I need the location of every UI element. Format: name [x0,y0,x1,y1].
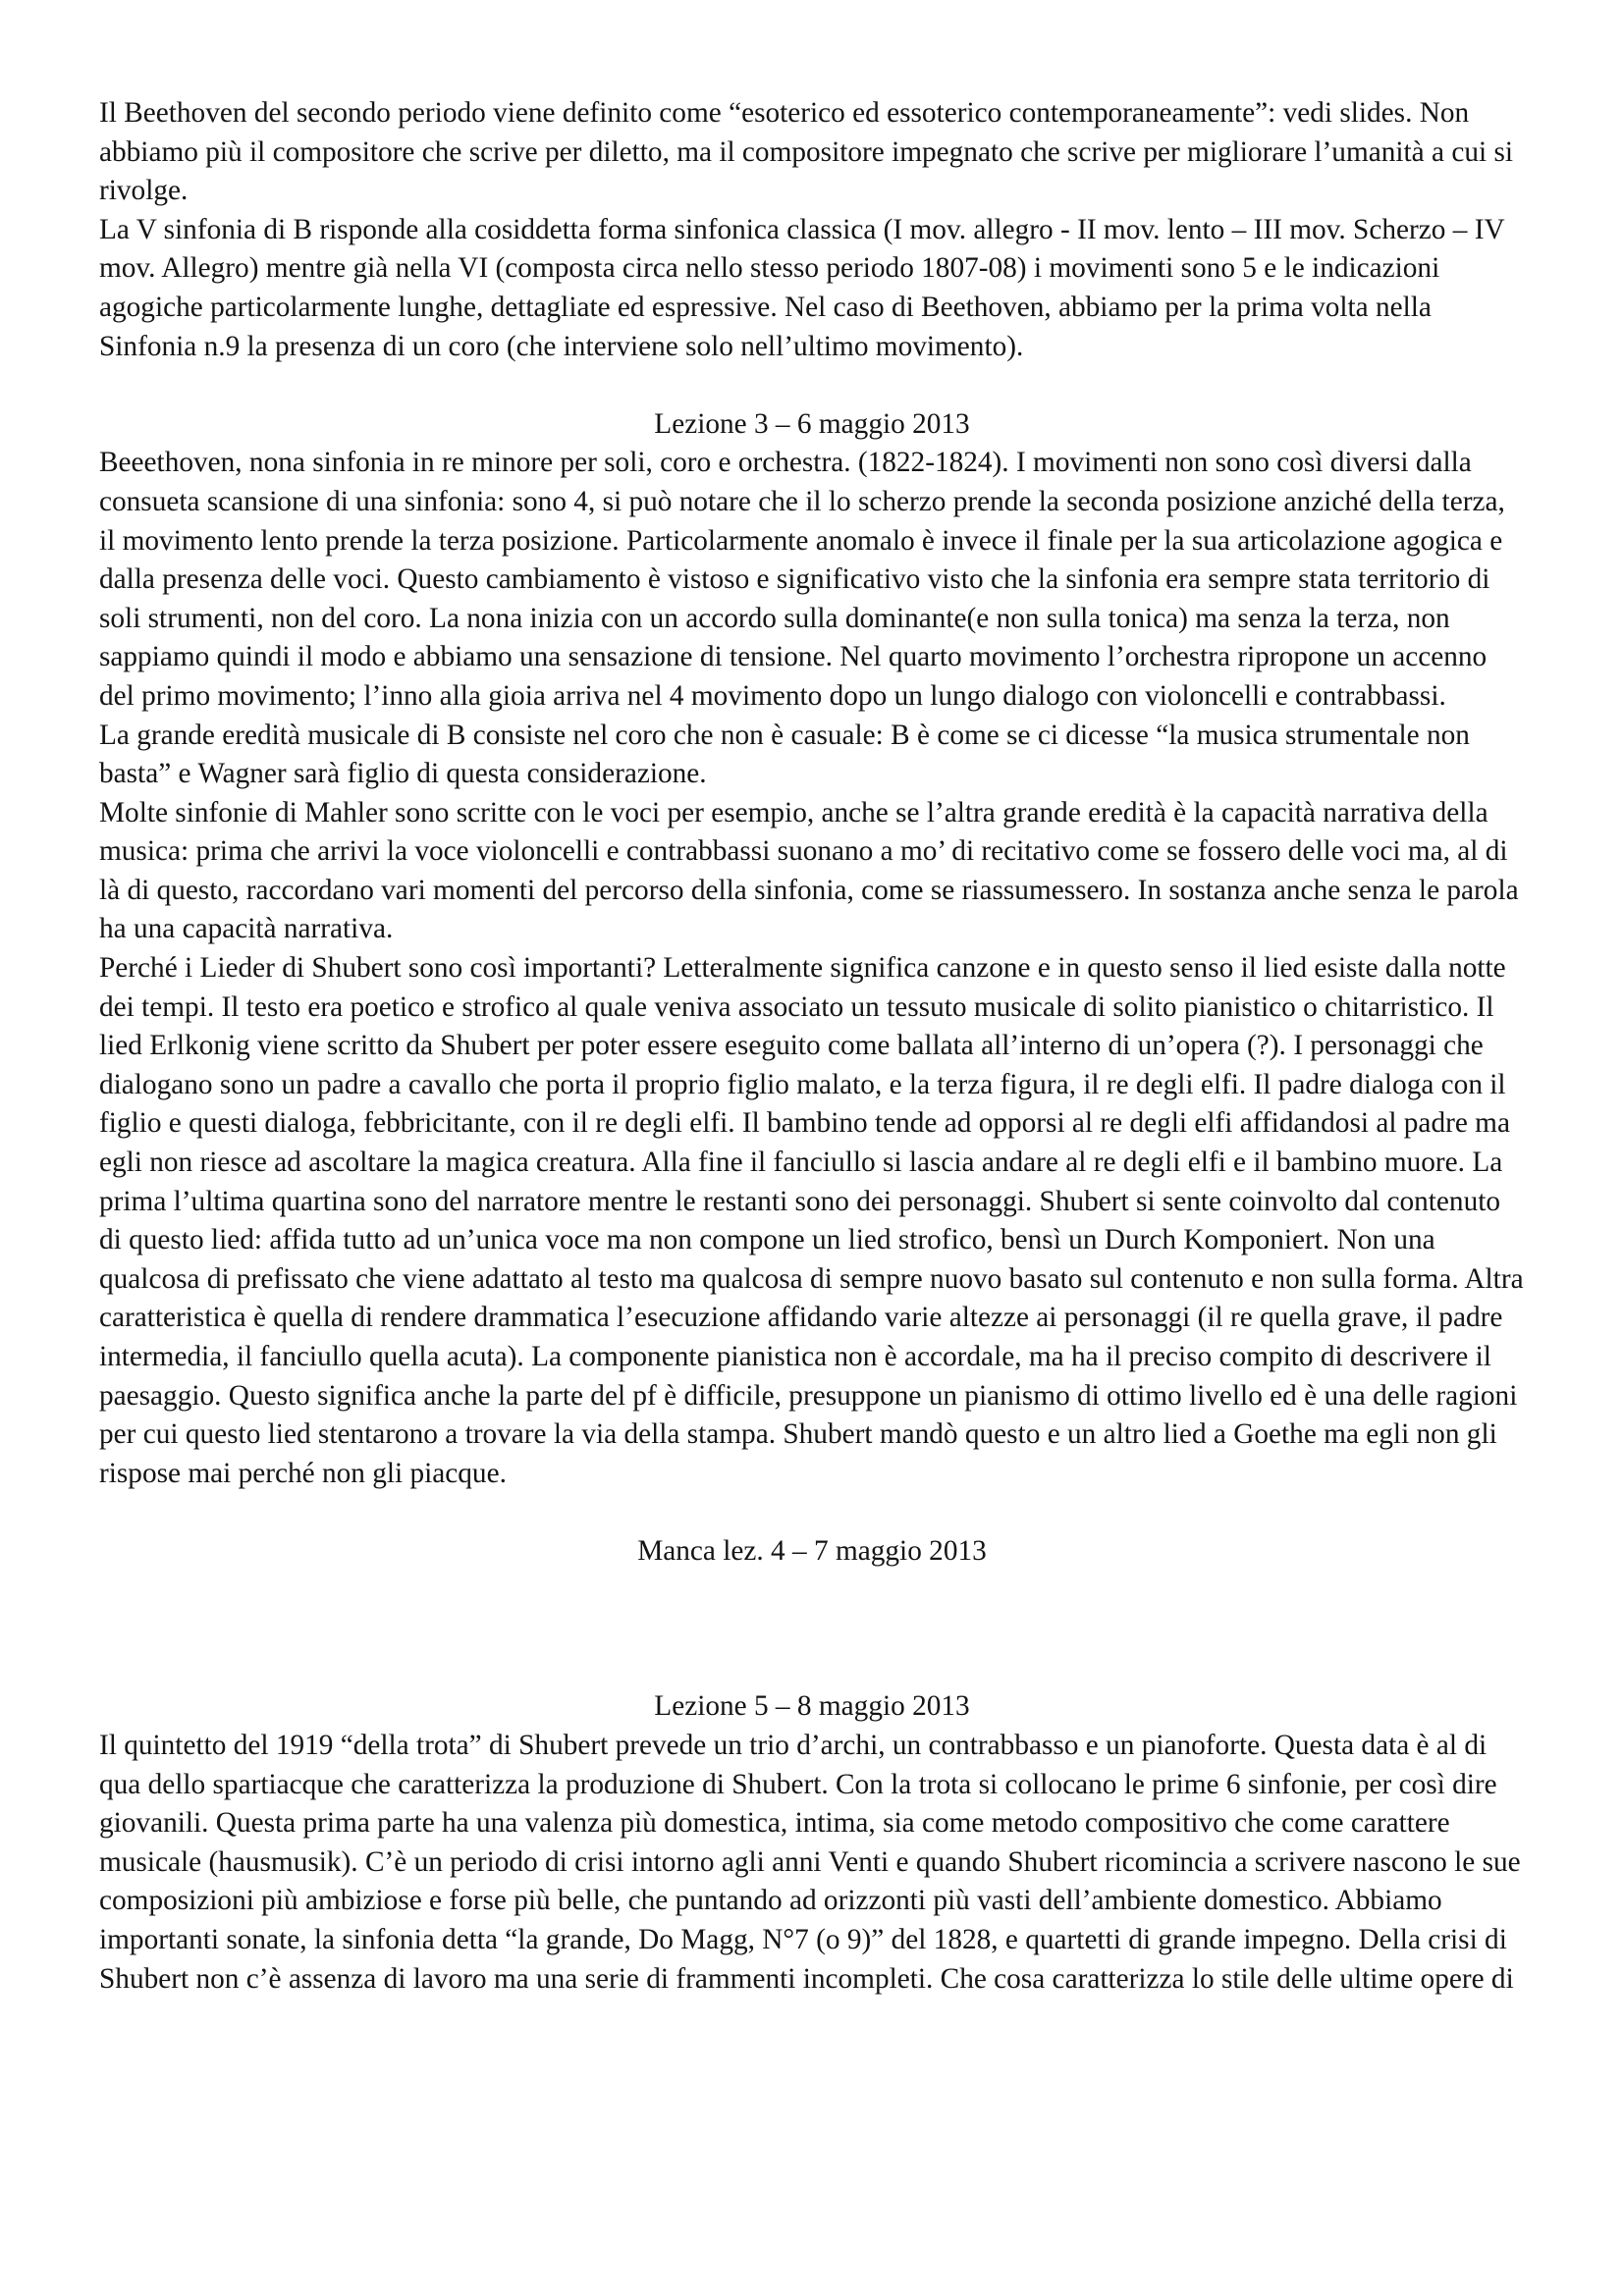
blank-line [99,1493,1525,1532]
blank-line [99,366,1525,405]
lesson-3-paragraph-2: La grande eredità musicale di B consiste nel coro che non è casuale: B è come se ci dicesse “la musica strumentale non basta” e Wagner sarà figlio di questa considerazione. [99,719,1470,790]
lesson-3-paragraph-3: Molte sinfonie di Mahler sono scritte con le voci per esempio, anche se l’altra grande eredità è la capacità narrativa della musica: prima che arrivi la voce violoncelli e contrabbassi suonano a mo’ di recitativo come se fossero delle voci ma, al di là di questo, raccordano vari momenti del percorso della sinfonia, come se riassumessero. In sostanza anche senza le parola ha una capacità narrativa. [99,796,1519,945]
lesson-3-heading: Lezione 3 – 6 maggio 2013 [654,407,970,440]
lesson-3-paragraph-1: Beeethoven, nona sinfonia in re minore per soli, coro e orchestra. (1822-1824). I movimenti non sono così diversi dalla consueta scansione di una sinfonia: sono 4, si può notare che il lo scherzo prende la seconda posizione anziché della terza, il movimento lento prende la terza posizione. Particolarmente anomalo è invece il finale per la sua articolazione agogica e dalla presenza delle voci. Questo cambiamento è vistoso e significativo visto che la sinfonia era sempre stata territorio di soli strumenti, non del coro. La nona inizia con un accordo sulla dominante(e non sulla tonica) ma senza la terza, non sappiamo quindi il modo e abbiamo una sensazione di tensione. Nel quarto movimento l’orchestra ripropone un accenno del primo movimento; l’inno alla gioia arriva nel 4 movimento dopo un lungo dialogo con violoncelli e contrabbassi. [99,447,1505,712]
document-page [99,94,1525,1999]
lesson-5-heading: Lezione 5 – 8 maggio 2013 [654,1690,970,1723]
lesson-5-paragraph-1: Il quintetto del 1919 “della trota” di Shubert prevede un trio d’archi, un contrabbasso e un pianoforte. Questa data è al di qua dello spartiacque che caratterizza la produzione di Shubert. Con la trota si collocano le prime 6 sinfonie, per così dire giovanili. Questa prima parte ha una valenza più domestica, intima, sia come metodo compositivo che come carattere musicale (hausmusik). C’è un periodo di crisi intorno agli anni Venti e quando Shubert ricomincia a scrivere nascono le sue composizioni più ambiziose e forse più belle, che puntando ad orizzonti più vasti dell’ambiente domestico. Abbiamo importanti sonate, la sinfonia detta “la grande, Do Magg, N°7 (o 9)” del 1828, e quartetti di grande impegno. Della crisi di Shubert non c’è assenza di lavoro ma una serie di frammenti incompleti. Che cosa caratterizza lo stile delle ultime opere di [99,1729,1521,1995]
lesson-4-heading: Manca lez. 4 – 7 maggio 2013 [637,1534,987,1567]
intro-paragraph-1: Il Beethoven del secondo periodo viene definito come “esoterico ed essoterico contemporaneamente”: vedi slides. Non abbiamo più il compositore che scrive per diletto, ma il compositore impegnato che scrive per migliorare l’umanità a cui si rivolge. [99,97,1513,207]
blank-lines [99,1572,1525,1688]
lesson-3-paragraph-4: Perché i Lieder di Shubert sono così importanti? Letteralmente significa canzone e in questo senso il lied esiste dalla notte dei tempi. Il testo era poetico e strofico al quale veniva associato un tessuto musicale di solito pianistico o chitarristico. Il lied Erlkonig viene scritto da Shubert per poter essere eseguito come ballata all’interno di un’opera (?). I personaggi che dialogano sono un padre a cavallo che porta il proprio figlio malato, e la terza figura, il re degli elfi. Il padre dialoga con il figlio e questi dialoga, febbricitante, con il re degli elfi. Il bambino tende ad opporsi al re degli elfi affidandosi al padre ma egli non riesce ad ascoltare la magica creatura. Alla fine il fanciullo si lascia andare al re degli elfi e il bambino muore. La prima l’ultima quartina sono del narratore mentre le restanti sono dei personaggi. Shubert si sente coinvolto dal contenuto di questo lied: affida tutto ad un’unica voce ma non compone un lied strofico, bensì un Durch Komponiert. Non una qualcosa di prefissato che viene adattato al testo ma qualcosa di sempre nuovo basato sul contenuto e non sulla forma. Altra caratteristica è quella di rendere drammatica l’esecuzione affidando varie altezze ai personaggi (il re quella grave, il padre intermedia, il fanciullo quella acuta). La componente pianistica non è accordale, ma ha il preciso compito di descrivere il paesaggio. Questo significa anche la parte del pf è difficile, presuppone un pianismo di ottimo livello ed è una delle ragioni per cui questo lied stentarono a trovare la via della stampa. Shubert mandò questo e un altro lied a Goethe ma egli non gli rispose mai perché non gli piacque. [99,952,1524,1489]
intro-paragraph-2: La V sinfonia di B risponde alla cosiddetta forma sinfonica classica (I mov. allegro - II mov. lento – III mov. Scherzo – IV mov. Allegro) mentre già nella VI (composta circa nello stesso periodo 1807-08) i movimenti sono 5 e le indicazioni agogiche particolarmente lunghe, dettagliate ed espressive. Nel caso di Beethoven, abbiamo per la prima volta nella Sinfonia n.9 la presenza di un coro (che interviene solo nell’ultimo movimento). [99,213,1505,362]
